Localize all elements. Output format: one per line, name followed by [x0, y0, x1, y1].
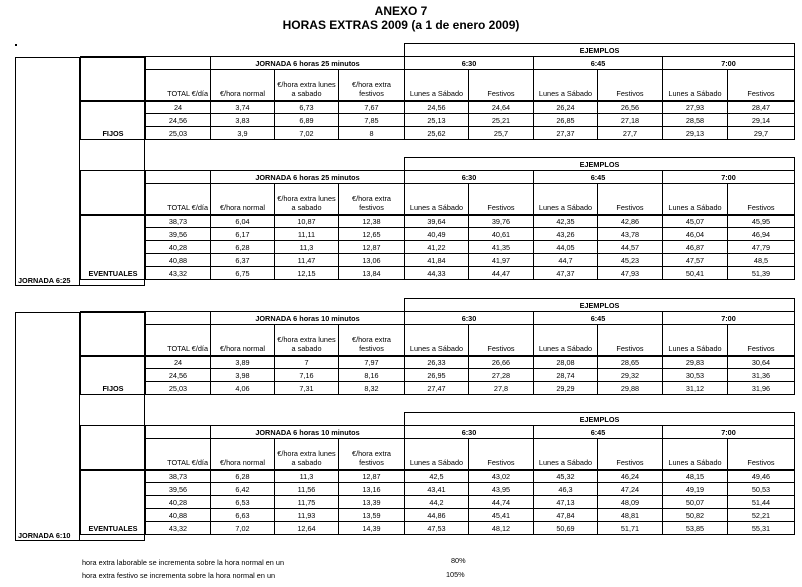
table-cell: 49,19: [663, 483, 728, 496]
festivos-header: Festivos: [728, 70, 795, 101]
table-cell: 3,98: [211, 369, 275, 382]
table-cell: 44,47: [469, 267, 534, 280]
table-cell: 44,86: [405, 509, 469, 522]
total-column-spacer: [146, 57, 211, 70]
table-cell: 44,2: [405, 496, 469, 509]
table-cell: 45,95: [728, 215, 795, 228]
table-cell: 47,53: [405, 522, 469, 535]
table-cell: 41,97: [469, 254, 534, 267]
table-cell: 12,15: [275, 267, 339, 280]
table-cell: 42,86: [598, 215, 663, 228]
table-cell: 6,63: [211, 509, 275, 522]
table-cell: 24,56: [405, 101, 469, 114]
fijos-column-spacer: [81, 426, 146, 470]
note-festivo-value: 105%: [446, 570, 465, 579]
table-cell: 28,74: [534, 369, 598, 382]
table-cell: 27,47: [405, 382, 469, 395]
table-cell: 47,84: [534, 509, 598, 522]
table-cell: 7,02: [275, 127, 339, 140]
table-row: [81, 483, 795, 496]
table-cell: 6,28: [211, 470, 275, 483]
table-cell: 43,41: [405, 483, 469, 496]
table-cell: 24,56: [146, 369, 211, 382]
ejemplos-header: EJEMPLOS: [405, 413, 795, 426]
ejemplos-header: EJEMPLOS: [405, 158, 795, 171]
lunes-sabado-header: Lunes a Sábado: [534, 184, 598, 215]
table-cell: 47,93: [598, 267, 663, 280]
table-cell: 47,57: [663, 254, 728, 267]
fijos-column-spacer: [81, 171, 146, 215]
festivos-header: Festivos: [728, 184, 795, 215]
table-cell: 24: [146, 101, 211, 114]
table-cell: 11,3: [275, 241, 339, 254]
table-cell: 13,39: [339, 496, 405, 509]
festivos-header: Festivos: [598, 70, 663, 101]
ejemplos-header: EJEMPLOS: [405, 44, 795, 57]
lunes-sabado-header: Lunes a Sábado: [534, 439, 598, 470]
table-cell: 29,88: [598, 382, 663, 395]
table-cell: 41,35: [469, 241, 534, 254]
table-cell: 53,85: [663, 522, 728, 535]
table-cell: 25,21: [469, 114, 534, 127]
table-cell: 47,79: [728, 241, 795, 254]
table-cell: 14,39: [339, 522, 405, 535]
table-cell: 43,26: [534, 228, 598, 241]
table-cell: 24: [146, 356, 211, 369]
table-cell: 43,02: [469, 470, 534, 483]
table-cell: 39,76: [469, 215, 534, 228]
time-700-header: 7:00: [663, 426, 795, 439]
time-645-header: 6:45: [534, 57, 663, 70]
table-cell: 51,39: [728, 267, 795, 280]
blank-cell: [81, 44, 405, 57]
table-cell: 7,97: [339, 356, 405, 369]
lunes-sabado-header: Lunes a Sábado: [405, 439, 469, 470]
table-row: [81, 228, 795, 241]
hours-table-fijos-610: [80, 298, 795, 395]
total-header: TOTAL €/día: [146, 325, 211, 356]
jornada-header: JORNADA 6 horas 10 minutos: [211, 426, 405, 439]
table-cell: 6,73: [275, 101, 339, 114]
table-row: [81, 127, 795, 140]
total-column-spacer: [146, 171, 211, 184]
table-cell: 44,57: [598, 241, 663, 254]
table-cell: 3,74: [211, 101, 275, 114]
table-cell: 31,96: [728, 382, 795, 395]
festivos-header: Festivos: [598, 325, 663, 356]
table-cell: 39,64: [405, 215, 469, 228]
time-645-header: 6:45: [534, 426, 663, 439]
table-cell: 26,66: [469, 356, 534, 369]
table-row: [81, 522, 795, 535]
table-cell: 12,38: [339, 215, 405, 228]
time-645-header: 6:45: [534, 312, 663, 325]
table-cell: 3,9: [211, 127, 275, 140]
hora-normal-header: €/hora normal: [211, 70, 275, 101]
hora-extra-lunes-sabado-header: €/hora extra lunes a sabado: [275, 325, 339, 356]
table-cell: 48,81: [598, 509, 663, 522]
table-cell: 48,09: [598, 496, 663, 509]
table-cell: 13,59: [339, 509, 405, 522]
table-cell: 45,41: [469, 509, 534, 522]
table-cell: 47,37: [534, 267, 598, 280]
table-cell: 8,32: [339, 382, 405, 395]
lunes-sabado-header: Lunes a Sábado: [405, 325, 469, 356]
table-cell: 41,22: [405, 241, 469, 254]
table-cell: 40,61: [469, 228, 534, 241]
table-cell: 26,85: [534, 114, 598, 127]
table-cell: 30,53: [663, 369, 728, 382]
table-cell: 11,75: [275, 496, 339, 509]
table-cell: 42,35: [534, 215, 598, 228]
table-cell: 31,12: [663, 382, 728, 395]
festivos-header: Festivos: [728, 439, 795, 470]
table-cell: 26,33: [405, 356, 469, 369]
table-cell: 45,32: [534, 470, 598, 483]
table-row: [81, 101, 795, 114]
table-cell: 44,05: [534, 241, 598, 254]
table-cell: 7,16: [275, 369, 339, 382]
fijos-column-spacer: [81, 57, 146, 101]
table-cell: 27,28: [469, 369, 534, 382]
table-cell: 46,24: [598, 470, 663, 483]
table-row: [81, 509, 795, 522]
table-cell: 40,28: [146, 496, 211, 509]
table-cell: 44,74: [469, 496, 534, 509]
note-festivo: hora extra festivo se incrementa sobre la hora normal en un: [82, 571, 276, 580]
table-cell: 24,64: [469, 101, 534, 114]
time-630-header: 6:30: [405, 312, 534, 325]
table-cell: 28,65: [598, 356, 663, 369]
table-cell: 6,17: [211, 228, 275, 241]
table-cell: 12,64: [275, 522, 339, 535]
table-cell: 50,07: [663, 496, 728, 509]
table-cell: 13,06: [339, 254, 405, 267]
jornada-625-frame: [15, 57, 80, 286]
table-cell: 50,41: [663, 267, 728, 280]
fijos-column-spacer: [81, 312, 146, 356]
time-630-header: 6:30: [405, 426, 534, 439]
table-cell: 29,83: [663, 356, 728, 369]
table-row: [81, 369, 795, 382]
total-header: TOTAL €/día: [146, 184, 211, 215]
table-cell: 46,04: [663, 228, 728, 241]
table-cell: 11,3: [275, 470, 339, 483]
table-cell: 6,75: [211, 267, 275, 280]
table-cell: 7,85: [339, 114, 405, 127]
table-cell: 30,64: [728, 356, 795, 369]
table-cell: 45,23: [598, 254, 663, 267]
table-cell: 51,71: [598, 522, 663, 535]
table-cell: 29,13: [663, 127, 728, 140]
jornada-header: JORNADA 6 horas 10 minutos: [211, 312, 405, 325]
table-cell: 46,94: [728, 228, 795, 241]
table-cell: 51,44: [728, 496, 795, 509]
table-cell: 25,13: [405, 114, 469, 127]
category-label: EVENTUALES: [81, 215, 146, 280]
table-cell: 28,58: [663, 114, 728, 127]
table-cell: 24,56: [146, 114, 211, 127]
table-cell: 6,37: [211, 254, 275, 267]
time-700-header: 7:00: [663, 57, 795, 70]
jornada-625-label: JORNADA 6:25: [18, 276, 71, 285]
total-column-spacer: [146, 312, 211, 325]
table-cell: 11,47: [275, 254, 339, 267]
table-cell: 48,12: [469, 522, 534, 535]
table-cell: 48,5: [728, 254, 795, 267]
table-cell: 3,83: [211, 114, 275, 127]
table-cell: 25,7: [469, 127, 534, 140]
blank-cell: [81, 158, 405, 171]
category-label: FIJOS: [81, 356, 146, 395]
table-cell: 48,15: [663, 470, 728, 483]
table-cell: 50,53: [728, 483, 795, 496]
table-cell: 29,29: [534, 382, 598, 395]
table-cell: 52,21: [728, 509, 795, 522]
table-cell: 26,95: [405, 369, 469, 382]
blank-cell: [81, 299, 405, 312]
table-cell: 6,28: [211, 241, 275, 254]
table-cell: 12,87: [339, 241, 405, 254]
table-cell: 12,65: [339, 228, 405, 241]
table-cell: 25,03: [146, 127, 211, 140]
hours-table-fijos-625: [80, 43, 795, 140]
table-cell: 50,69: [534, 522, 598, 535]
table-cell: 11,56: [275, 483, 339, 496]
table-cell: 29,32: [598, 369, 663, 382]
table-cell: 55,31: [728, 522, 795, 535]
table-row: [81, 254, 795, 267]
hora-extra-lunes-sabado-header: €/hora extra lunes a sabado: [275, 184, 339, 215]
table-cell: 8,16: [339, 369, 405, 382]
ejemplos-header: EJEMPLOS: [405, 299, 795, 312]
hours-table-eventuales-625: [80, 157, 795, 280]
table-cell: 13,16: [339, 483, 405, 496]
lunes-sabado-header: Lunes a Sábado: [534, 325, 598, 356]
table-cell: 13,84: [339, 267, 405, 280]
time-700-header: 7:00: [663, 312, 795, 325]
table-cell: 10,87: [275, 215, 339, 228]
table-cell: 7,31: [275, 382, 339, 395]
hora-normal-header: €/hora normal: [211, 439, 275, 470]
table-row: [81, 114, 795, 127]
table-cell: 46,87: [663, 241, 728, 254]
lunes-sabado-header: Lunes a Sábado: [534, 70, 598, 101]
table-cell: 38,73: [146, 470, 211, 483]
table-cell: 40,28: [146, 241, 211, 254]
table-cell: 29,7: [728, 127, 795, 140]
lunes-sabado-header: Lunes a Sábado: [663, 70, 728, 101]
festivos-header: Festivos: [469, 70, 534, 101]
table-row: [81, 215, 795, 228]
table-cell: 39,56: [146, 483, 211, 496]
blank-cell: [81, 413, 405, 426]
table-row: [81, 382, 795, 395]
note-laborable-value: 80%: [451, 556, 466, 565]
hora-extra-festivos-header: €/hora extra festivos: [339, 325, 405, 356]
table-cell: 38,73: [146, 215, 211, 228]
table-cell: 46,3: [534, 483, 598, 496]
jornada-header: JORNADA 6 horas 25 minutos: [211, 57, 405, 70]
table-cell: 6,89: [275, 114, 339, 127]
table-cell: 47,13: [534, 496, 598, 509]
table-row: [81, 496, 795, 509]
table-cell: 47,24: [598, 483, 663, 496]
table-row: [81, 267, 795, 280]
festivos-header: Festivos: [728, 325, 795, 356]
table-cell: 28,08: [534, 356, 598, 369]
table-cell: 11,11: [275, 228, 339, 241]
lunes-sabado-header: Lunes a Sábado: [663, 325, 728, 356]
total-column-spacer: [146, 426, 211, 439]
table-cell: 43,32: [146, 267, 211, 280]
festivos-header: Festivos: [469, 439, 534, 470]
hours-table-eventuales-610: [80, 412, 795, 535]
hora-extra-lunes-sabado-header: €/hora extra lunes a sabado: [275, 439, 339, 470]
table-cell: 45,07: [663, 215, 728, 228]
table-cell: 40,88: [146, 509, 211, 522]
time-700-header: 7:00: [663, 171, 795, 184]
table-cell: 27,37: [534, 127, 598, 140]
table-cell: 26,24: [534, 101, 598, 114]
table-cell: 4,06: [211, 382, 275, 395]
page-subtitle: HORAS EXTRAS 2009 (a 1 de enero 2009): [282, 18, 520, 32]
festivos-header: Festivos: [469, 184, 534, 215]
table-cell: 26,56: [598, 101, 663, 114]
table-cell: 7: [275, 356, 339, 369]
table-cell: 6,04: [211, 215, 275, 228]
total-header: TOTAL €/día: [146, 70, 211, 101]
table-cell: 41,84: [405, 254, 469, 267]
table-cell: 44,7: [534, 254, 598, 267]
note-laborable: hora extra laborable se incrementa sobre la hora normal en un: [82, 558, 284, 567]
table-cell: 42,5: [405, 470, 469, 483]
table-cell: 27,7: [598, 127, 663, 140]
page-title: ANEXO 7: [374, 4, 428, 18]
festivos-header: Festivos: [598, 184, 663, 215]
time-645-header: 6:45: [534, 171, 663, 184]
hora-normal-header: €/hora normal: [211, 325, 275, 356]
time-630-header: 6:30: [405, 57, 534, 70]
category-label: EVENTUALES: [81, 470, 146, 535]
table-cell: 7,02: [211, 522, 275, 535]
jornada-610-frame: [15, 312, 80, 541]
table-cell: 43,95: [469, 483, 534, 496]
total-header: TOTAL €/día: [146, 439, 211, 470]
lunes-sabado-header: Lunes a Sábado: [405, 70, 469, 101]
table-cell: 6,53: [211, 496, 275, 509]
lunes-sabado-header: Lunes a Sábado: [663, 439, 728, 470]
hora-extra-lunes-sabado-header: €/hora extra lunes a sabado: [275, 70, 339, 101]
table-cell: 43,32: [146, 522, 211, 535]
table-cell: 29,14: [728, 114, 795, 127]
table-cell: 11,93: [275, 509, 339, 522]
table-row: [81, 470, 795, 483]
table-cell: 40,88: [146, 254, 211, 267]
table-cell: 50,82: [663, 509, 728, 522]
hora-extra-festivos-header: €/hora extra festivos: [339, 70, 405, 101]
hora-normal-header: €/hora normal: [211, 184, 275, 215]
table-cell: 27,18: [598, 114, 663, 127]
table-cell: 27,8: [469, 382, 534, 395]
table-cell: 25,62: [405, 127, 469, 140]
table-cell: 28,47: [728, 101, 795, 114]
table-cell: 12,87: [339, 470, 405, 483]
festivos-header: Festivos: [598, 439, 663, 470]
table-cell: 3,89: [211, 356, 275, 369]
table-cell: 39,56: [146, 228, 211, 241]
table-row: [81, 241, 795, 254]
lunes-sabado-header: Lunes a Sábado: [405, 184, 469, 215]
hora-extra-festivos-header: €/hora extra festivos: [339, 184, 405, 215]
hora-extra-festivos-header: €/hora extra festivos: [339, 439, 405, 470]
table-row: [81, 356, 795, 369]
table-cell: 7,67: [339, 101, 405, 114]
lunes-sabado-header: Lunes a Sábado: [663, 184, 728, 215]
table-cell: 40,49: [405, 228, 469, 241]
jornada-header: JORNADA 6 horas 25 minutos: [211, 171, 405, 184]
table-cell: 27,93: [663, 101, 728, 114]
table-cell: 43,78: [598, 228, 663, 241]
jornada-610-label: JORNADA 6:10: [18, 531, 71, 540]
table-cell: 49,46: [728, 470, 795, 483]
festivos-header: Festivos: [469, 325, 534, 356]
table-cell: 25,03: [146, 382, 211, 395]
table-cell: 31,36: [728, 369, 795, 382]
table-cell: 8: [339, 127, 405, 140]
time-630-header: 6:30: [405, 171, 534, 184]
table-cell: 6,42: [211, 483, 275, 496]
bullet-mark: [15, 44, 17, 46]
table-cell: 44,33: [405, 267, 469, 280]
category-label: FIJOS: [81, 101, 146, 140]
